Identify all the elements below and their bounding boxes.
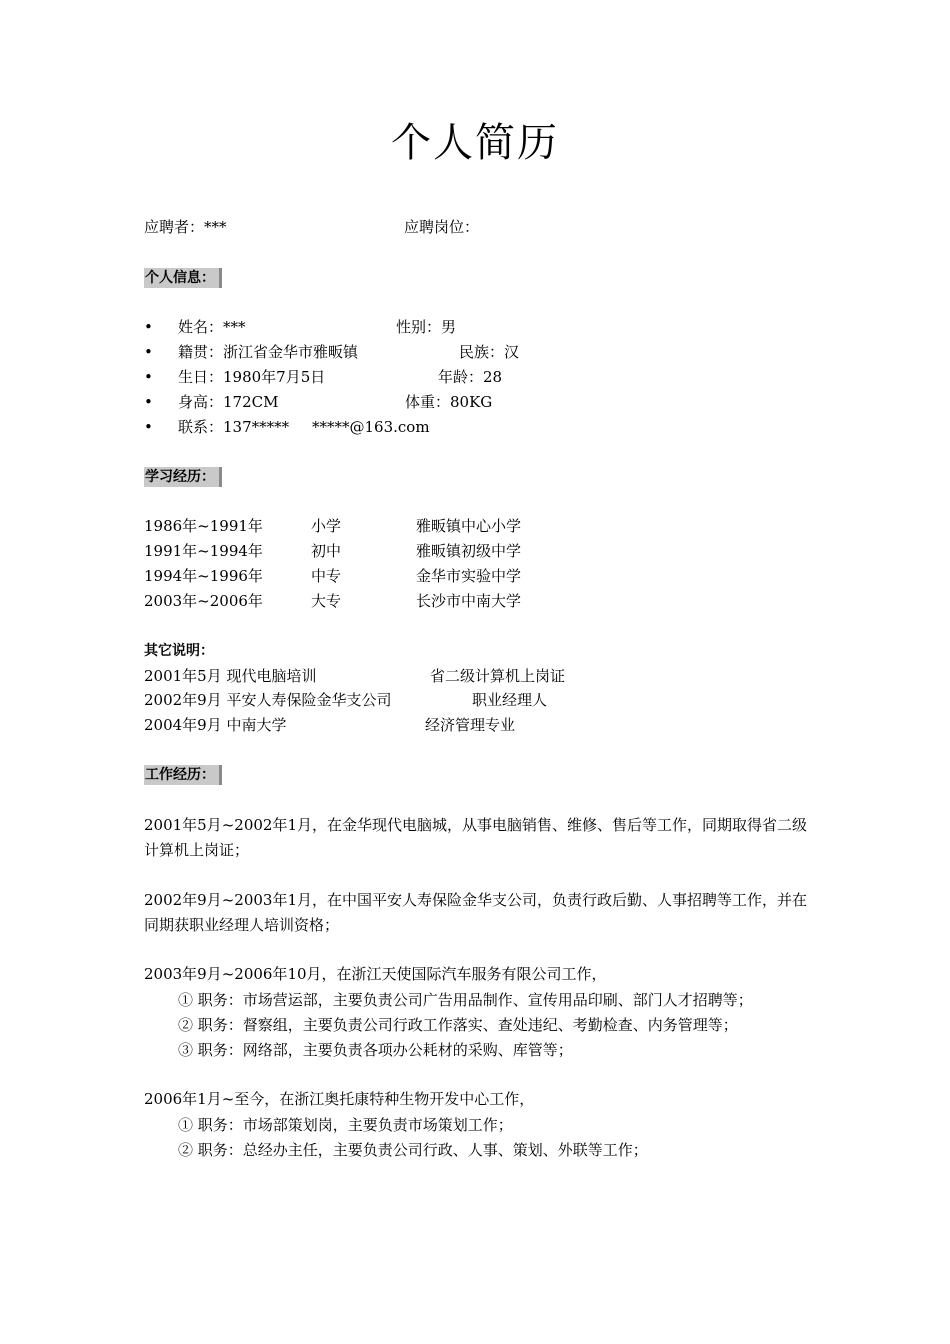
work-duty-item: ① 职务：市场部策划岗，主要负责市场策划工作； [178, 1116, 513, 1134]
info-phone: 联系：137***** [178, 418, 290, 436]
education-level: 中专 [311, 567, 342, 585]
info-birthday: 生日：1980年7月5日 [178, 368, 326, 386]
bullet: • [144, 343, 153, 361]
work-duty-item: ② 职务：督察组，主要负责公司行政工作落实、查处违纪、考勤检查、内务管理等； [178, 1016, 738, 1034]
work-paragraph: 2006年1月~至今，在浙江奥托康特种生物开发中心工作， [144, 1090, 535, 1108]
info-gender: 性别：男 [396, 318, 457, 336]
work-paragraph: 2003年9月~2006年10月，在浙江天使国际汽车服务有限公司工作， [144, 965, 607, 983]
education-period: 1991年~1994年 [144, 542, 263, 560]
bullet: • [144, 393, 153, 411]
bullet: • [144, 318, 153, 336]
info-name: 姓名：*** [178, 318, 246, 336]
other-item: 2002年9月 平安人寿保险金华支公司 [144, 691, 392, 709]
education-school: 长沙市中南大学 [416, 592, 522, 610]
info-email: *****@163.com [312, 418, 430, 436]
work-duty-item: ③ 职务：网络部，主要负责各项办公耗材的采购、库管等； [178, 1041, 573, 1059]
education-period: 1994年~1996年 [144, 567, 263, 585]
education-school: 金华市实验中学 [416, 567, 522, 585]
education-level: 小学 [311, 517, 342, 535]
education-level: 大专 [311, 592, 342, 610]
info-age: 年龄：28 [438, 368, 503, 386]
section-personal-heading: 个人信息： [144, 268, 222, 288]
education-period: 2003年~2006年 [144, 592, 263, 610]
work-paragraph: 2001年5月~2002年1月，在金华现代电脑城，从事电脑销售、维修、售后等工作，同期取得省二级计算机上岗证； [144, 816, 808, 859]
education-period: 1986年~1991年 [144, 517, 263, 535]
work-paragraph: 2002年9月~2003年1月，在中国平安人寿保险金华支公司，负责行政后勤、人事招聘等工作，并在同期获职业经理人培训资格； [144, 891, 808, 934]
section-work-heading: 工作经历： [144, 765, 222, 785]
section-other-heading: 其它说明： [144, 643, 214, 659]
work-duty-item: ① 职务：市场营运部，主要负责公司广告用品制作、宣传用品印刷、部门人才招聘等； [178, 991, 753, 1009]
education-school: 雅畈镇中心小学 [416, 517, 522, 535]
bullet: • [144, 368, 153, 386]
applicant-position-label: 应聘岗位： [404, 218, 480, 236]
info-weight: 体重：80KG [405, 393, 493, 411]
section-education-heading: 学习经历： [144, 467, 222, 487]
other-item: 2001年5月 现代电脑培训 [144, 667, 317, 685]
page-title: 个人简历 [391, 120, 559, 166]
other-note: 省二级计算机上岗证 [430, 667, 566, 685]
other-item: 2004年9月 中南大学 [144, 716, 287, 734]
other-note: 经济管理专业 [425, 716, 516, 734]
work-duty-item: ② 职务：总经办主任，主要负责公司行政、人事、策划、外联等工作； [178, 1141, 648, 1159]
education-level: 初中 [311, 542, 342, 560]
other-note: 职业经理人 [472, 691, 548, 709]
applicant-name: 应聘者：*** [144, 218, 227, 236]
info-height: 身高：172CM [178, 393, 279, 411]
education-school: 雅畈镇初级中学 [416, 542, 522, 560]
info-hometown: 籍贯：浙江省金华市雅畈镇 [178, 343, 359, 361]
info-ethnicity: 民族：汉 [459, 343, 520, 361]
bullet: • [144, 418, 153, 436]
